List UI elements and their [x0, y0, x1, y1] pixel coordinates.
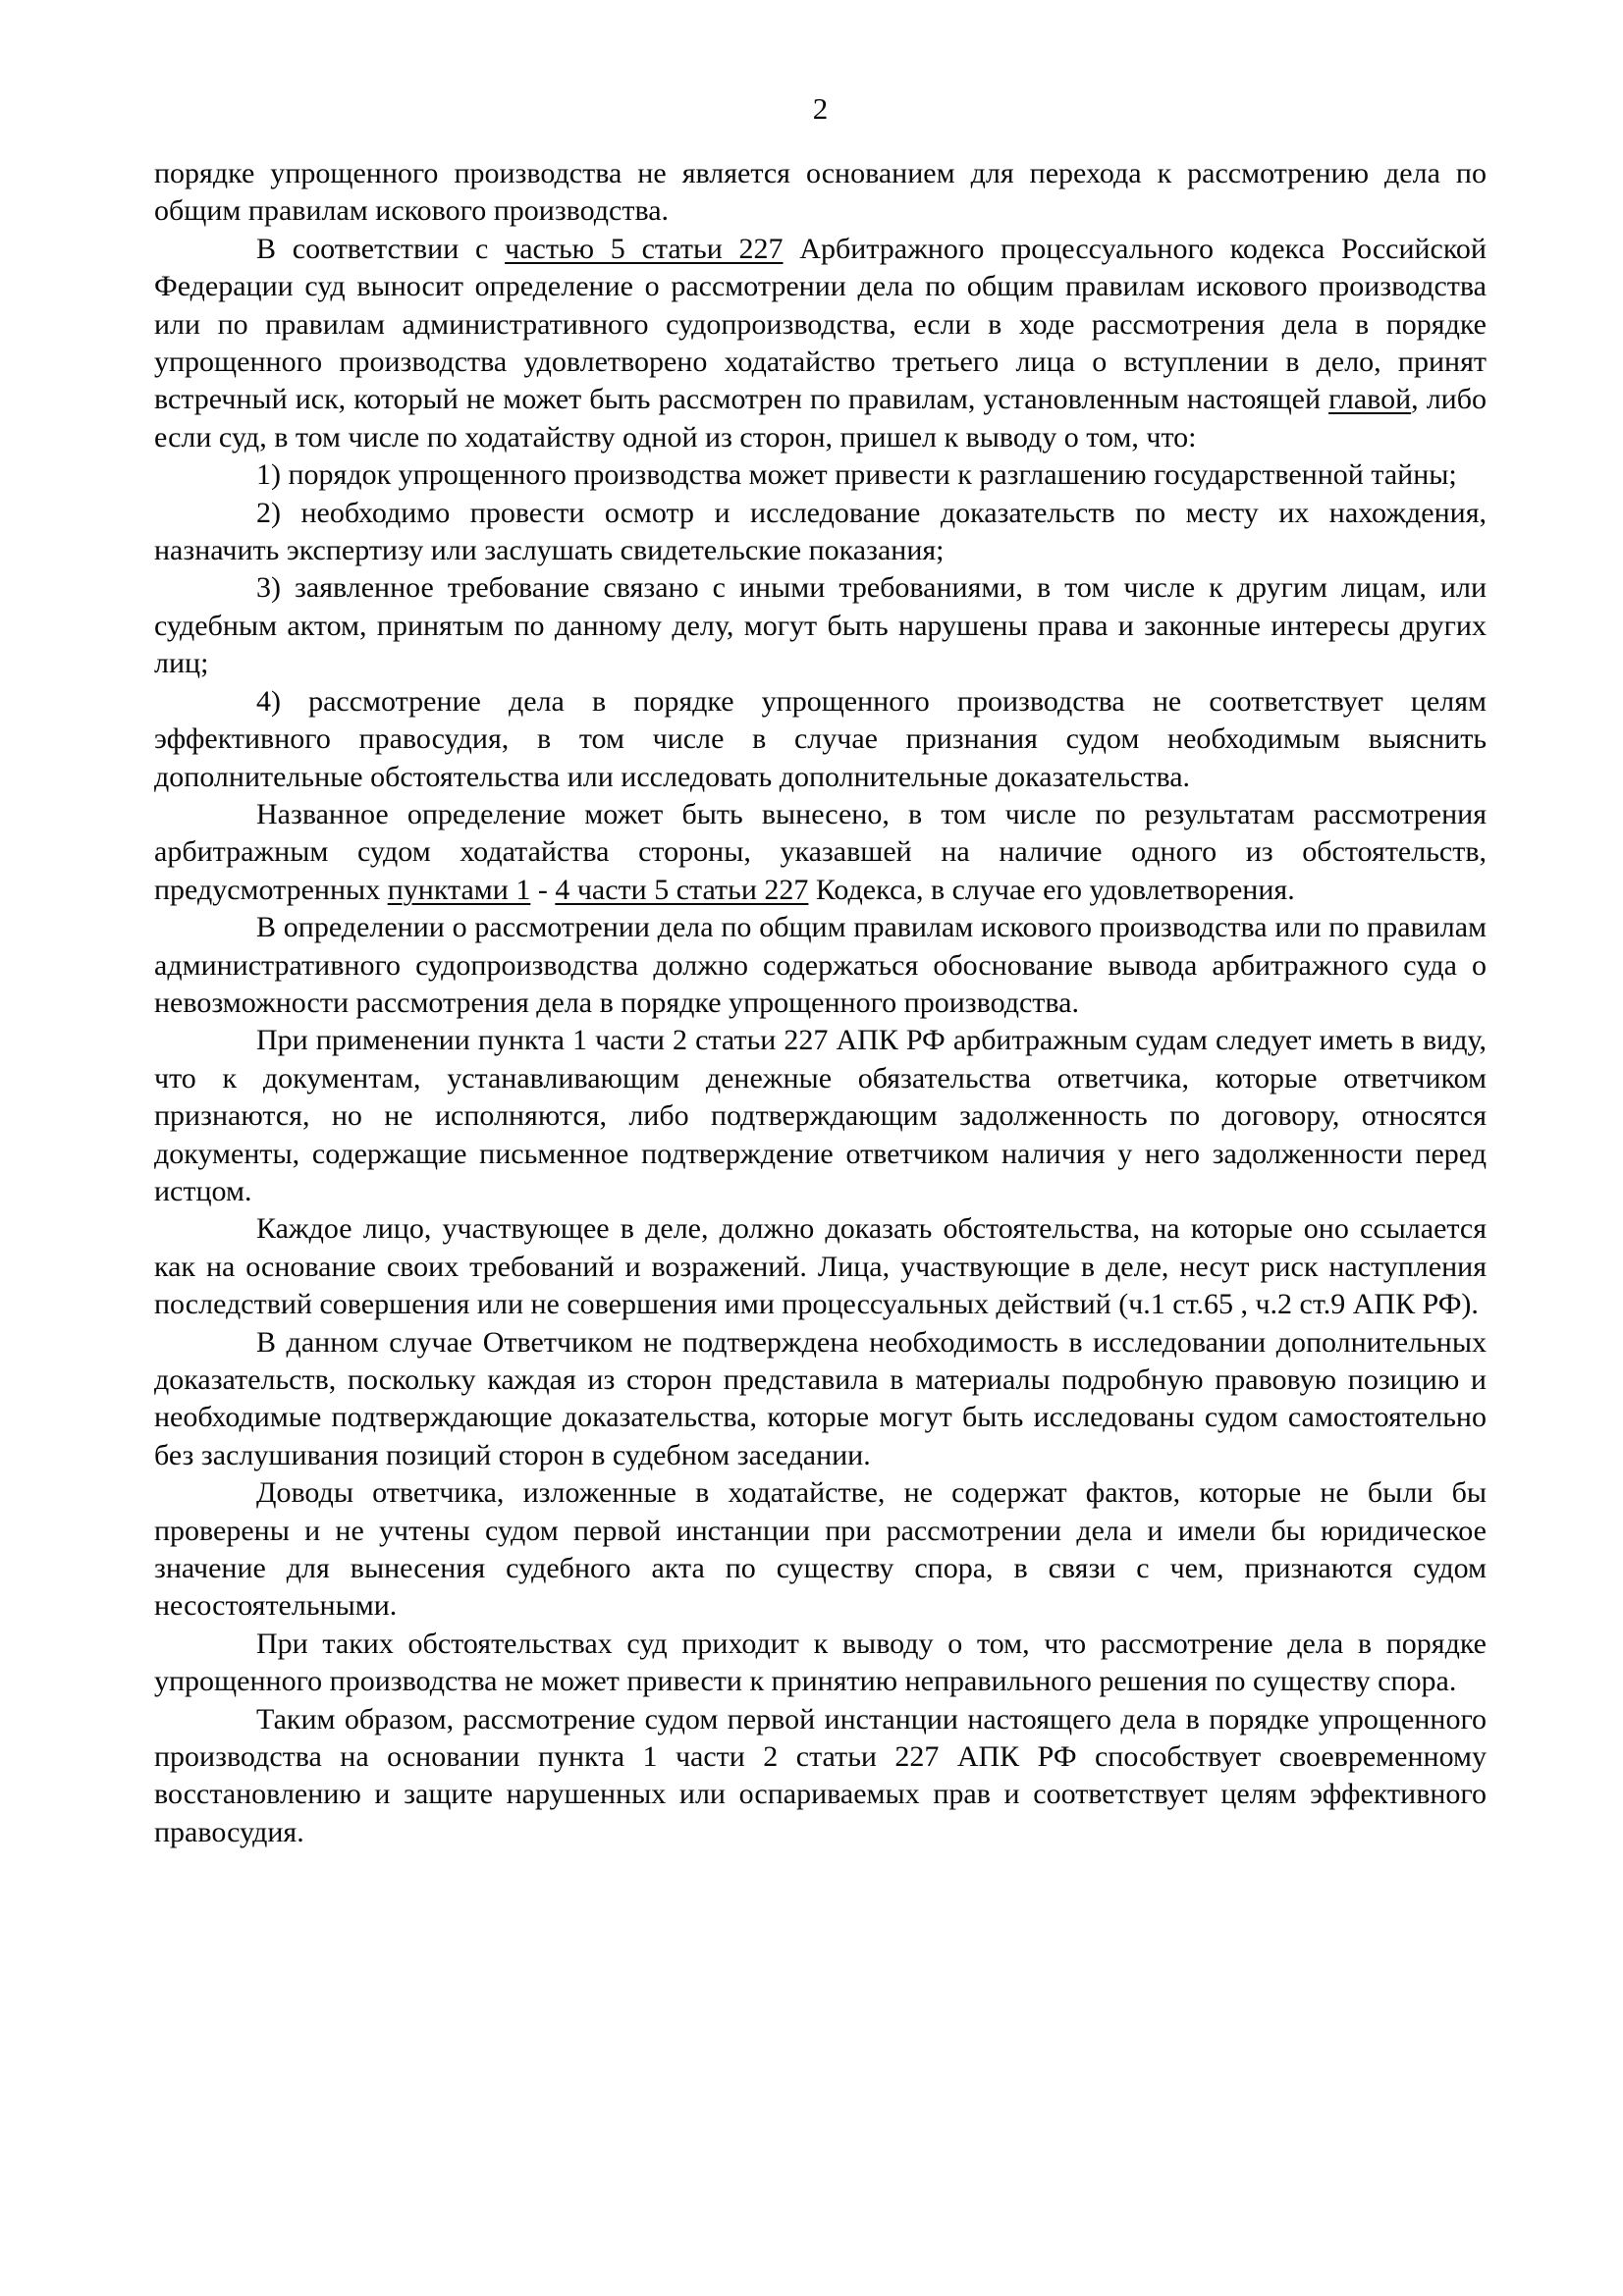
- document-body: [154, 155, 1487, 1851]
- underlined-legal-reference: частью 5 статьи 227: [505, 232, 784, 265]
- underlined-legal-reference: 4 части 5 статьи 227: [555, 873, 809, 906]
- paragraph: [154, 495, 1487, 570]
- text-run: порядке упрощенного производства не является основанием для перехода к рассмотрению дела по общим правилам искового производства.: [154, 157, 1487, 228]
- paragraph: [154, 155, 1487, 231]
- paragraph: [154, 1701, 1487, 1852]
- text-run: Каждое лицо, участвующее в деле, должно доказать обстоятельства, на которые оно ссылается как на основание своих требований и возражений. Лица, участвующие в деле, несут риск наступления последствий совершения или не совершения ими процессуальных действий (ч.1 ст.65 , ч.2 ст.9 АПК РФ).: [154, 1212, 1487, 1321]
- text-run: Названное определение может быть вынесено, в том числе по результатам рассмотрения арбитражным судом ходатайства стороны, указавшей на наличие одного из обстоятельств, предусмотренных: [154, 797, 1487, 906]
- text-run: Арбитражного процессуального кодекса Российской Федерации суд выносит определение о рассмотрении дела по общим правилам искового производства или по правилам административного судопроизводства, если в ходе рассмотрения дела в порядке упрощенного производства удовлетворено ходатайство третьего лица о вступлении в дело, принят встречный иск, который не может быть рассмотрен по правилам, установленным настоящей: [154, 232, 1487, 416]
- paragraph: [154, 1626, 1487, 1701]
- text-run: 4) рассмотрение дела в порядке упрощенного производства не соответствует целям эффективного правосудия, в том числе в случае признания судом необходимым выяснить дополнительные обстоятельства или исследовать дополнительные доказательства.: [154, 684, 1487, 793]
- underlined-legal-reference: пунктами 1: [387, 873, 531, 906]
- text-run: 2) необходимо провести осмотр и исследование доказательств по месту их нахождения, назначить экспертизу или заслушать свидетельские показания;: [154, 496, 1487, 567]
- text-run: В соответствии с: [256, 232, 506, 265]
- page-number: 2: [812, 91, 829, 126]
- paragraph: [154, 909, 1487, 1022]
- text-run: 1) порядок упрощенного производства может привести к разглашению государственной тайны;: [256, 458, 1457, 492]
- paragraph: [154, 1022, 1487, 1210]
- paragraph: [154, 231, 1487, 456]
- paragraph: [154, 1474, 1487, 1626]
- text-run: Кодекса, в случае его удовлетворения.: [808, 873, 1295, 906]
- text-run: 3) заявленное требование связано с иными требованиями, в том числе к другим лицам, или судебным актом, принятым по данному делу, могут быть нарушены права и законные интересы других лиц;: [154, 571, 1487, 680]
- paragraph: [154, 796, 1487, 909]
- text-run: При применении пункта 1 части 2 статьи 227 АПК РФ арбитражным судам следует иметь в виду, что к документам, устанавливающим денежные обязательства ответчика, которые ответчиком признаются, но не исполняются, либо подтверждающим задолженность по договору, относятся документы, содержащие письменное подтверждение ответчиком наличия у него задолженности перед истцом.: [154, 1024, 1487, 1207]
- paragraph: [154, 683, 1487, 796]
- text-run: В данном случае Ответчиком не подтверждена необходимость в исследовании дополнительных доказательств, поскольку каждая из сторон представила в материалы подробную правовую позицию и необходимые подтверждающие доказательства, которые могут быть исследованы судом самостоятельно без заслушивания позиций сторон в судебном заседании.: [154, 1325, 1487, 1471]
- text-run: При таких обстоятельствах суд приходит к выводу о том, что рассмотрение дела в порядке упрощенного производства не может привести к принятию неправильного решения по существу спора.: [154, 1627, 1487, 1698]
- paragraph: [154, 456, 1487, 494]
- text-run: , либо если суд, в том числе по ходатайству одной из сторон, пришел к выводу о том, что:: [154, 383, 1487, 454]
- text-run: -: [530, 873, 556, 906]
- text-run: В определении о рассмотрении дела по общим правилам искового производства или по правилам административного судопроизводства должно содержаться обоснование вывода арбитражного суда о невозможности рассмотрения дела в порядке упрощенного производства.: [154, 911, 1487, 1019]
- paragraph: [154, 1324, 1487, 1475]
- text-run: Доводы ответчика, изложенные в ходатайстве, не содержат фактов, которые не были бы проверены и не учтены судом первой инстанции при рассмотрении дела и имели бы юридическое значение для вынесения судебного акта по существу спора, в связи с чем, признаются судом несостоятельными.: [154, 1476, 1487, 1623]
- paragraph: [154, 1210, 1487, 1323]
- underlined-legal-reference: главой: [1328, 383, 1412, 416]
- text-run: Таким образом, рассмотрение судом первой инстанции настоящего дела в порядке упрощенного производства на основании пункта 1 части 2 статьи 227 АПК РФ способствует своевременному восстановлению и защите нарушенных или оспариваемых прав и соответствует целям эффективного правосудия.: [154, 1702, 1487, 1848]
- paragraph: [154, 569, 1487, 682]
